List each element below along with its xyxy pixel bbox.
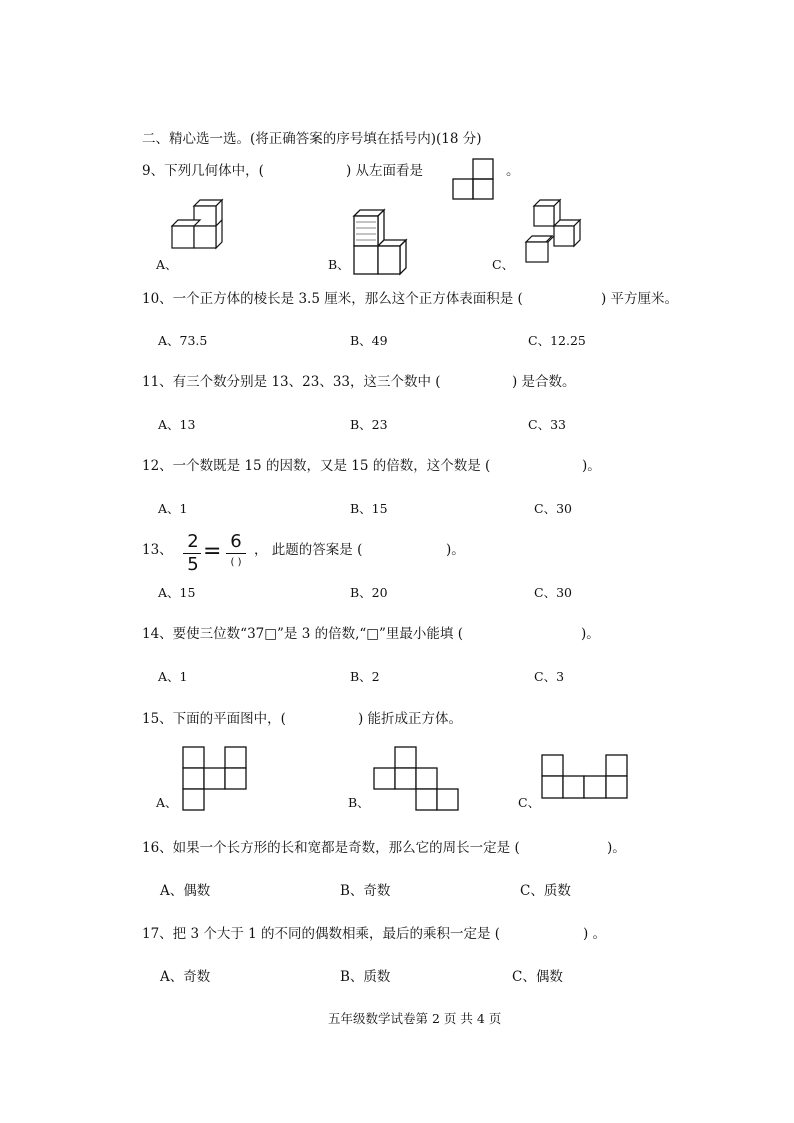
question-16-stem-b: )。 [607, 840, 626, 856]
question-17-option-b: B、质数 [340, 969, 391, 985]
question-13-number: 13、 [142, 542, 173, 558]
question-9-option-b: B、 [328, 257, 350, 272]
question-13-option-c: C、30 [534, 585, 572, 600]
question-13-option-a: A、15 [158, 585, 196, 600]
solid-a-figure [170, 198, 226, 252]
question-14-option-a: A、1 [158, 669, 188, 684]
question-13-stem-b: )。 [446, 542, 465, 558]
question-10-option-b: B、49 [350, 333, 388, 348]
question-15-option-a: A、 [156, 795, 178, 810]
question-11-option-b: B、23 [350, 417, 388, 432]
question-17-stem-a: 17、把 3 个大于 1 的不同的偶数相乘，最后的乘积一定是 ( [142, 926, 501, 942]
question-10-stem-b: ) 平方厘米。 [601, 291, 679, 307]
question-12-option-c: C、30 [534, 501, 572, 516]
question-17-option-a: A、奇数 [160, 969, 211, 985]
question-10-option-c: C、12.25 [528, 333, 586, 348]
equals-sign: = [203, 539, 222, 564]
page-footer: 五年级数学试卷第 2 页 共 4 页 [328, 1011, 502, 1026]
question-14-stem-b: )。 [581, 626, 600, 642]
fraction-1-denominator: 5 [187, 554, 199, 575]
question-9-stem-b: ) 从左面看是 [346, 163, 424, 179]
question-14-stem-a: 14、要使三位数“37□”是 3 的倍数,“□”里最小能填 ( [142, 626, 463, 642]
question-14-option-c: C、3 [534, 669, 565, 684]
question-17-option-c: C、偶数 [512, 969, 563, 985]
fraction-1-numerator: 2 [187, 531, 199, 552]
question-16-stem-a: 16、如果一个长方形的长和宽都是奇数，那么它的周长一定是 ( [142, 840, 520, 856]
question-14-option-b: B、2 [350, 669, 380, 684]
question-12-option-a: A、1 [158, 501, 188, 516]
section-title: 二、精心选一选。(将正确答案的序号填在括号内)(18 分) [142, 131, 482, 147]
fraction-2-denominator: ( ) [230, 557, 242, 568]
question-10-option-a: A、73.5 [158, 333, 208, 348]
fraction-2-bar [226, 553, 246, 554]
question-11-option-a: A、13 [158, 417, 196, 432]
question-9-option-c: C、 [492, 257, 515, 272]
question-12-option-b: B、15 [350, 501, 388, 516]
question-9-stem-a: 9、下列几何体中，( [142, 163, 264, 179]
net-c-figure [541, 754, 629, 800]
question-16-option-a: A、偶数 [160, 883, 211, 899]
solid-b-figure [352, 208, 408, 276]
left-view-figure [452, 158, 494, 200]
net-a-figure [182, 746, 246, 812]
question-15-stem-a: 15、下面的平面图中，( [142, 711, 286, 727]
question-13-option-b: B、20 [350, 585, 388, 600]
question-16-option-b: B、奇数 [340, 883, 391, 899]
question-11-option-c: C、33 [528, 417, 566, 432]
question-12-stem-a: 12、一个数既是 15 的因数，又是 15 的倍数，这个数是 ( [142, 458, 491, 474]
solid-c-figure [524, 198, 584, 264]
question-15-option-c: C、 [518, 795, 541, 810]
question-12-stem-b: )。 [582, 458, 601, 474]
question-10-stem-a: 10、一个正方体的棱长是 3.5 厘米，那么这个正方体表面积是 ( [142, 291, 523, 307]
question-16-option-c: C、质数 [520, 883, 571, 899]
question-9-option-a: A、 [156, 257, 178, 272]
net-b-figure [373, 746, 459, 812]
question-13-stem-a: ， 此题的答案是 ( [254, 542, 363, 558]
question-17-stem-b: ) 。 [583, 926, 607, 942]
fraction-2-numerator: 6 [230, 531, 242, 552]
question-11-stem-a: 11、有三个数分别是 13、23、33，这三个数中 ( [142, 374, 441, 390]
question-11-stem-b: ) 是合数。 [512, 374, 576, 390]
question-9-stem-c: 。 [506, 163, 520, 179]
question-15-stem-b: ) 能折成正方体。 [358, 711, 463, 727]
question-15-option-b: B、 [348, 795, 370, 810]
